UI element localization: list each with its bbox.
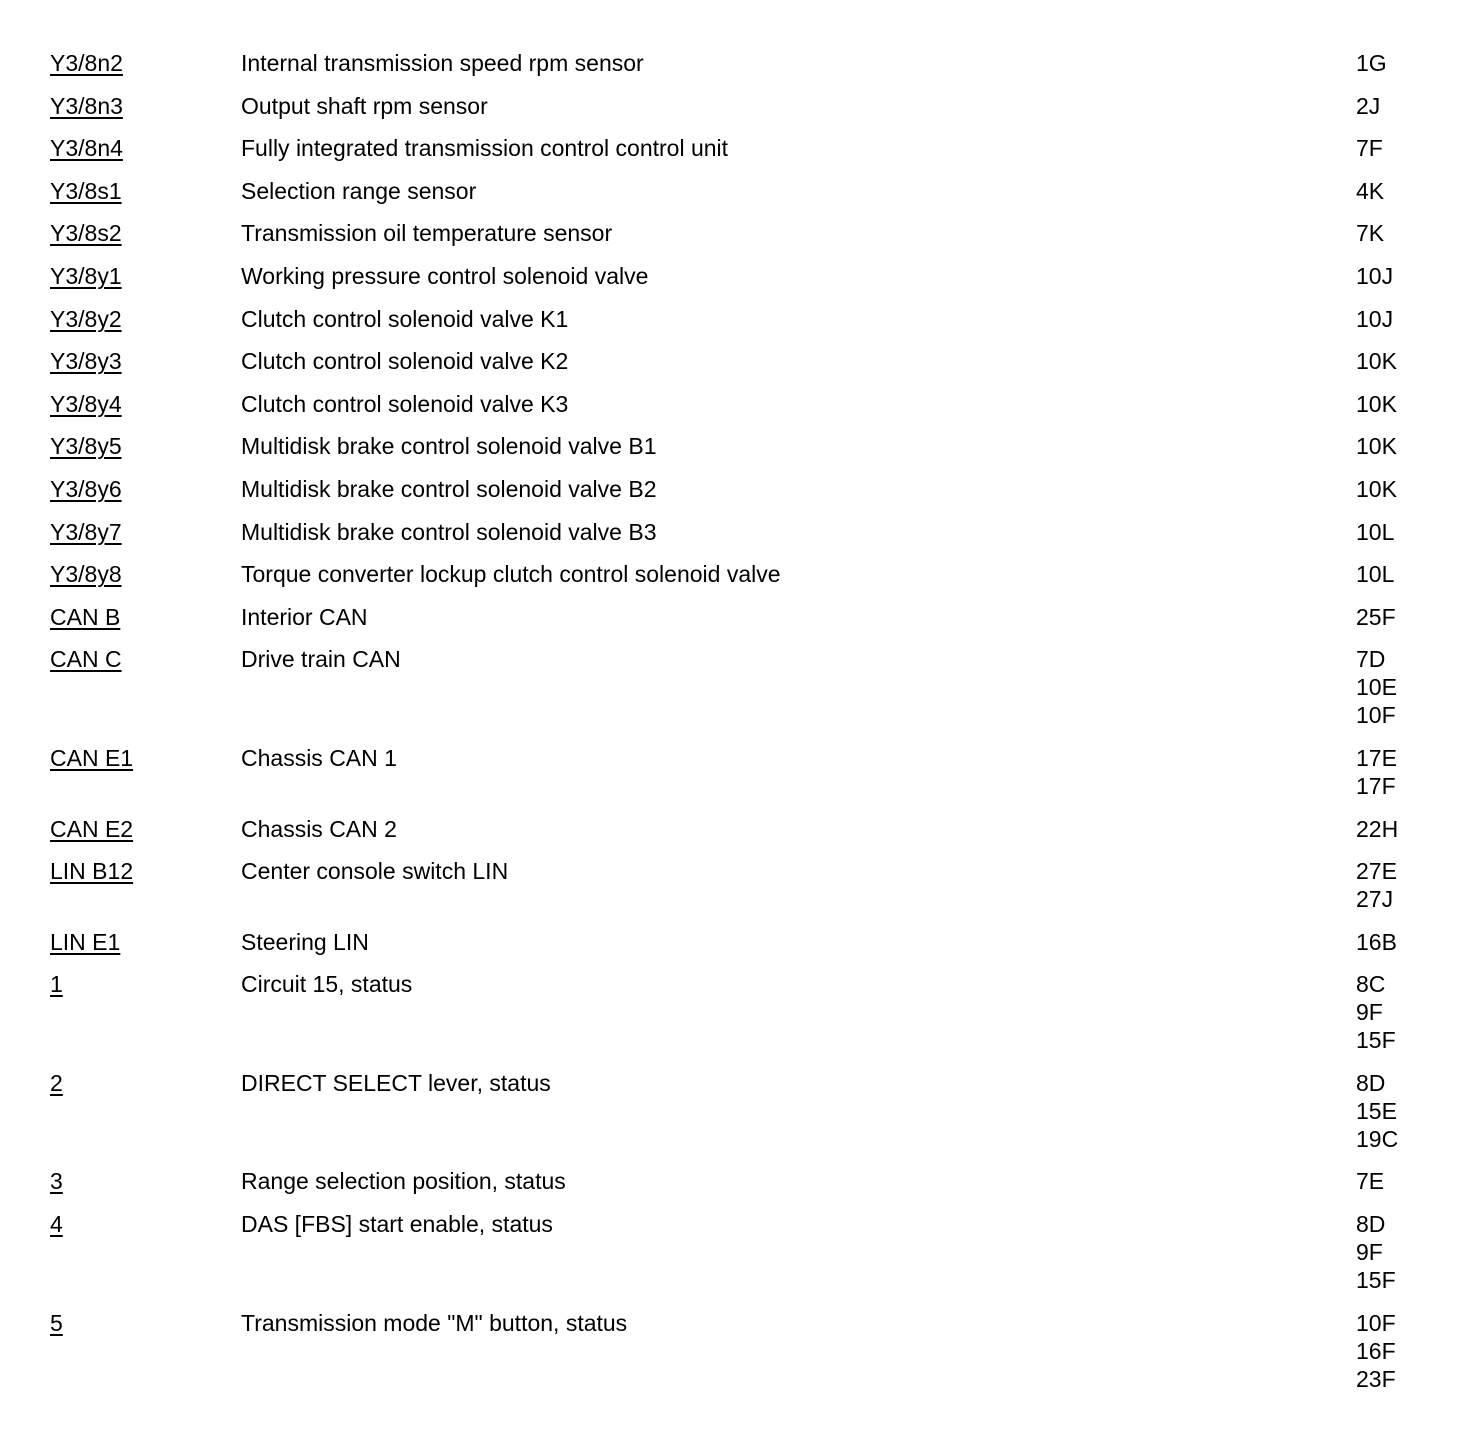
grid-references <box>1356 177 1384 205</box>
grid-references <box>1356 928 1397 956</box>
grid-reference: 7E <box>1356 1168 1385 1195</box>
component-code-link[interactable]: Y3/8y6 <box>50 475 122 502</box>
grid-reference: 4K <box>1356 177 1385 204</box>
grid-reference: 10L <box>1356 518 1395 545</box>
component-description: Multidisk brake control solenoid valve B1 <box>241 433 657 460</box>
legend-row <box>0 518 1472 561</box>
legend-row <box>0 390 1472 433</box>
grid-references <box>1356 857 1397 913</box>
legend-row <box>0 262 1472 305</box>
legend-row <box>0 970 1472 1069</box>
grid-references <box>1356 645 1397 729</box>
grid-references <box>1356 49 1387 77</box>
component-code-link[interactable]: Y3/8s1 <box>50 177 122 204</box>
grid-references <box>1356 815 1398 843</box>
component-description: Torque converter lockup clutch control solenoid valve <box>241 561 781 588</box>
legend-row <box>0 560 1472 603</box>
grid-references <box>1356 560 1394 588</box>
legend-row <box>0 305 1472 348</box>
component-code-link[interactable]: Y3/8y4 <box>50 390 122 417</box>
component-description: Multidisk brake control solenoid valve B2 <box>241 475 657 502</box>
component-description: DAS [FBS] start enable, status <box>241 1211 553 1238</box>
legend-row <box>0 857 1472 928</box>
component-code-link[interactable]: Y3/8n4 <box>50 135 123 162</box>
grid-reference: 10K <box>1356 348 1397 375</box>
legend-row <box>0 1167 1472 1210</box>
component-code-link[interactable]: Y3/8y3 <box>50 348 122 375</box>
grid-reference: 16B <box>1356 928 1397 955</box>
component-description: Transmission oil temperature sensor <box>241 220 613 247</box>
legend-row <box>0 432 1472 475</box>
grid-reference: 22H <box>1356 815 1399 842</box>
grid-reference: 9F <box>1356 1239 1383 1266</box>
component-code-link[interactable]: Y3/8y1 <box>50 262 122 289</box>
grid-reference: 15F <box>1356 1027 1396 1054</box>
component-description: Multidisk brake control solenoid valve B3 <box>241 518 657 545</box>
grid-references <box>1356 347 1397 375</box>
grid-reference: 7D <box>1356 646 1386 673</box>
grid-reference: 16F <box>1356 1337 1396 1364</box>
grid-references <box>1356 219 1384 247</box>
grid-reference: 23F <box>1356 1365 1396 1392</box>
grid-reference: 8D <box>1356 1211 1386 1238</box>
component-code-link[interactable]: CAN C <box>50 646 122 673</box>
grid-references <box>1356 475 1397 503</box>
component-description: Selection range sensor <box>241 177 477 204</box>
component-description: Interior CAN <box>241 603 368 630</box>
component-description: Transmission mode "M" button, status <box>241 1309 628 1336</box>
grid-references <box>1356 744 1397 800</box>
grid-references <box>1356 1069 1398 1153</box>
grid-reference: 27E <box>1356 858 1397 885</box>
component-code-link[interactable]: 3 <box>50 1168 63 1195</box>
component-code-link[interactable]: Y3/8y2 <box>50 305 122 332</box>
legend-row <box>0 92 1472 135</box>
grid-references <box>1356 390 1397 418</box>
grid-reference: 10J <box>1356 305 1394 332</box>
component-description: Range selection position, status <box>241 1168 566 1195</box>
grid-reference: 27J <box>1356 886 1394 913</box>
grid-reference: 8C <box>1356 971 1386 998</box>
component-code-link[interactable]: Y3/8y5 <box>50 433 122 460</box>
grid-reference: 7F <box>1356 135 1383 162</box>
legend-row <box>0 603 1472 646</box>
grid-references <box>1356 603 1396 631</box>
component-description: Center console switch LIN <box>241 858 509 885</box>
component-description: Clutch control solenoid valve K3 <box>241 390 569 417</box>
grid-reference: 10K <box>1356 475 1397 502</box>
legend-row <box>0 928 1472 971</box>
grid-reference: 10E <box>1356 674 1397 701</box>
component-code-link[interactable]: LIN B12 <box>50 858 134 885</box>
grid-reference: 7K <box>1356 220 1385 247</box>
component-legend <box>0 49 1472 1407</box>
component-code-link[interactable]: LIN E1 <box>50 928 121 955</box>
grid-references <box>1356 1210 1396 1294</box>
grid-references <box>1356 518 1394 546</box>
legend-row <box>0 475 1472 518</box>
legend-row <box>0 744 1472 815</box>
grid-reference: 19C <box>1356 1125 1399 1152</box>
component-code-link[interactable]: Y3/8n2 <box>50 50 123 76</box>
grid-reference: 9F <box>1356 999 1383 1026</box>
grid-reference: 2J <box>1356 92 1381 119</box>
legend-row <box>0 49 1472 92</box>
component-code-link[interactable]: CAN E1 <box>50 744 134 771</box>
component-code-link[interactable]: 2 <box>50 1069 63 1096</box>
legend-row <box>0 1309 1472 1408</box>
component-code-link[interactable]: CAN B <box>50 603 121 630</box>
grid-reference: 10F <box>1356 1309 1396 1336</box>
grid-reference: 25F <box>1356 603 1396 630</box>
grid-reference: 10K <box>1356 433 1397 460</box>
grid-references <box>1356 1309 1396 1393</box>
component-description: Clutch control solenoid valve K2 <box>241 348 569 375</box>
grid-references <box>1356 970 1396 1054</box>
component-code-link[interactable]: Y3/8y7 <box>50 518 122 545</box>
grid-reference: 10J <box>1356 262 1394 289</box>
grid-reference: 17F <box>1356 772 1396 799</box>
grid-reference: 10L <box>1356 561 1395 588</box>
grid-reference: 10F <box>1356 702 1396 729</box>
grid-reference: 8D <box>1356 1069 1386 1096</box>
legend-row <box>0 219 1472 262</box>
component-description: Steering LIN <box>241 928 369 955</box>
component-description: Clutch control solenoid valve K1 <box>241 305 569 332</box>
grid-references <box>1356 92 1380 120</box>
component-description: Fully integrated transmission control control unit <box>241 135 729 162</box>
component-description: Internal transmission speed rpm sensor <box>241 50 644 76</box>
legend-row <box>0 134 1472 177</box>
legend-row <box>0 815 1472 858</box>
grid-reference: 17E <box>1356 744 1397 771</box>
component-code-link[interactable]: Y3/8s2 <box>50 220 122 247</box>
grid-references <box>1356 305 1393 333</box>
component-code-link[interactable]: 5 <box>50 1309 63 1336</box>
component-description: Working pressure control solenoid valve <box>241 262 649 289</box>
grid-references <box>1356 432 1397 460</box>
grid-references <box>1356 1167 1384 1195</box>
grid-references <box>1356 262 1393 290</box>
component-description: Chassis CAN 2 <box>241 815 397 842</box>
grid-reference: 1G <box>1356 50 1387 76</box>
component-code-link[interactable]: Y3/8y8 <box>50 561 122 588</box>
component-code-link[interactable]: 1 <box>50 971 63 998</box>
grid-reference: 10K <box>1356 390 1397 417</box>
component-description: Circuit 15, status <box>241 971 413 998</box>
legend-row <box>0 347 1472 390</box>
component-code-link[interactable]: 4 <box>50 1211 63 1238</box>
legend-row <box>0 645 1472 744</box>
legend-row <box>0 1069 1472 1168</box>
grid-references <box>1356 134 1383 162</box>
component-code-link[interactable]: CAN E2 <box>50 815 134 842</box>
component-description: Drive train CAN <box>241 646 401 673</box>
component-description: DIRECT SELECT lever, status <box>241 1069 551 1096</box>
grid-reference: 15E <box>1356 1097 1397 1124</box>
grid-reference: 15F <box>1356 1267 1396 1294</box>
legend-row <box>0 177 1472 220</box>
legend-row <box>0 1210 1472 1309</box>
component-description: Chassis CAN 1 <box>241 744 397 771</box>
component-description: Output shaft rpm sensor <box>241 92 488 119</box>
component-code-link[interactable]: Y3/8n3 <box>50 92 123 119</box>
